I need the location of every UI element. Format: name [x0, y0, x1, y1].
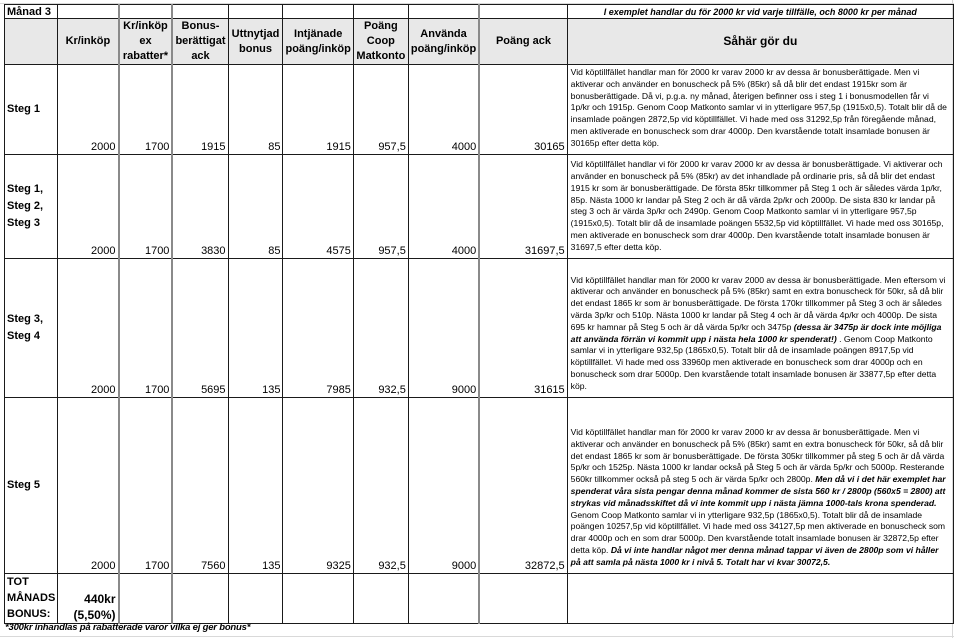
total-value[interactable]: 440kr (5,50%)	[58, 573, 119, 623]
uttnyttjad-bonus-cell[interactable]: 135	[228, 397, 283, 573]
footnote: *300kr inhandlas på rabatterade varor vilka ej ger bonus*	[5, 622, 251, 633]
description-text: Vid köptillfället handlar man för 2000 kr varav 2000 av dessa är bonusberättigade. Men eftersom vi aktiverar och använder en bonuscheck på 5% (85kr) samt en extra bonuscheck för 50kr, så då blir det endast 1865 kr som är bonusberättigade. De första 170kr tillkommer på Steg 3 och är således värda 3p/kr och 510p. Nästa 1000 kr landar på Steg 4 och är då värda 4p/kr och 4000p. De sista 695 kr hamnar på Steg 5 och är då värda 5p/kr och 3475p	[570, 274, 946, 332]
header-poang-ack[interactable]: Poäng ack	[479, 19, 567, 65]
emphasis-text: Men då vi i det här exemplet har spenderat våra sista pengar denna månad kommer de sista 560 kr / 2800p (560x5 = 2800) att strykas vid månadsskiftet då vi inte kommit upp i nästa jämna 1000-tals krona spenderad.	[570, 474, 946, 508]
cell[interactable]	[172, 5, 228, 19]
cell[interactable]	[408, 573, 479, 623]
table-row	[5, 397, 954, 573]
month-label[interactable]: Månad 3	[5, 5, 58, 19]
step-label[interactable]: Steg 3, Steg 4	[5, 258, 58, 397]
cell[interactable]	[172, 573, 228, 623]
cell[interactable]	[479, 5, 567, 19]
bonusberattigat-ack-cell[interactable]: 7560	[172, 397, 228, 573]
cell[interactable]	[119, 573, 173, 623]
kr-inkop-cell[interactable]: 2000	[58, 258, 119, 397]
anvanda-poang-cell[interactable]: 4000	[408, 65, 479, 155]
poang-ack-cell[interactable]: 31697,5	[479, 154, 567, 258]
kr-inkop-cell[interactable]: 2000	[58, 154, 119, 258]
total-row	[5, 573, 954, 623]
uttnyttjad-bonus-cell[interactable]: 85	[228, 65, 283, 155]
header-poang-coop-matkonto[interactable]: Poäng Coop Matkonto	[353, 19, 408, 65]
cell[interactable]	[119, 5, 173, 19]
intjanade-poang-cell[interactable]: 9325	[283, 397, 353, 573]
description-cell[interactable]	[567, 258, 953, 397]
uttnyttjad-bonus-cell[interactable]: 135	[228, 258, 283, 397]
table-row	[5, 65, 954, 155]
poang-coop-matkonto-cell[interactable]: 932,5	[353, 258, 408, 397]
cell[interactable]	[58, 5, 119, 19]
bonusberattigat-ack-cell[interactable]: 1915	[172, 65, 228, 155]
kr-inkop-ex-rabatter-cell[interactable]: 1700	[119, 65, 173, 155]
cell[interactable]	[228, 5, 283, 19]
anvanda-poang-cell[interactable]: 4000	[408, 154, 479, 258]
table-row	[5, 154, 954, 258]
header-intjanade-poang[interactable]: Intjänade poäng/inköp	[283, 19, 353, 65]
header-row	[5, 19, 954, 65]
uttnyttjad-bonus-cell[interactable]: 85	[228, 154, 283, 258]
poang-coop-matkonto-cell[interactable]: 957,5	[353, 65, 408, 155]
kr-inkop-ex-rabatter-cell[interactable]: 1700	[119, 258, 173, 397]
cell[interactable]	[353, 573, 408, 623]
bonusberattigat-ack-cell[interactable]: 3830	[172, 154, 228, 258]
intjanade-poang-cell[interactable]: 7985	[283, 258, 353, 397]
description-text: Vid köptillfället handlar man för 2000 kr varav 2000 kr av dessa är bonusberättigade. Men vi aktiverar och använder en bonuscheck på 5% (85kr) så då blir det endast 1915kr som är bonusberättigade. Då vi, p.g.a. ny månad, återigen befinner oss i steg 1 i bonusmodellen får vi 1p/kr och 1915p. Genom Coop Matkonto samlar vi in ytterligare 957,5p (1915x0,5). Totalt blir då de insamlade poängen 2872,5p vid köptillfället. Vi hade med oss 31292,5p från föregående månad, men aktiverade en bonuscheck som drar 4000p. Den kvarstående totalt insamlade bonusen är 30165p efter detta köp.	[570, 67, 947, 148]
poang-ack-cell[interactable]: 31615	[479, 258, 567, 397]
poang-ack-cell[interactable]: 32872,5	[479, 397, 567, 573]
kr-inkop-cell[interactable]: 2000	[58, 65, 119, 155]
kr-inkop-ex-rabatter-cell[interactable]: 1700	[119, 154, 173, 258]
cell[interactable]	[408, 5, 479, 19]
header-anvanda-poang[interactable]: Använda poäng/inköp	[408, 19, 479, 65]
cell[interactable]	[283, 5, 353, 19]
description-cell[interactable]	[567, 397, 953, 573]
cell[interactable]	[479, 573, 567, 623]
cell[interactable]	[228, 573, 283, 623]
emphasis-text: (dessa är 3475p är dock inte möjliga att använda förrän vi kommit upp i nästa hela 1000 kr spenderat!)	[570, 321, 942, 344]
header-uttnyttjad-bonus[interactable]: Uttnytjad bonus	[228, 19, 283, 65]
month-row	[5, 5, 954, 19]
example-note[interactable]: I exemplet handlar du för 2000 kr vid varje tillfälle, och 8000 kr per månad	[567, 5, 953, 19]
bonusberattigat-ack-cell[interactable]: 5695	[172, 258, 228, 397]
step-label[interactable]: Steg 1	[5, 65, 58, 155]
description-cell[interactable]	[567, 154, 953, 258]
cell[interactable]	[283, 573, 353, 623]
header-sahar-gor-du[interactable]: Såhär gör du	[567, 19, 953, 65]
intjanade-poang-cell[interactable]: 1915	[283, 65, 353, 155]
anvanda-poang-cell[interactable]: 9000	[408, 397, 479, 573]
bonus-table	[4, 4, 954, 624]
intjanade-poang-cell[interactable]: 4575	[283, 154, 353, 258]
cell[interactable]	[567, 573, 953, 623]
poang-coop-matkonto-cell[interactable]: 957,5	[353, 154, 408, 258]
description-text: Vid köptillfället handlar vi för 2000 kr varav 2000 kr av dessa är bonusberättigade. Vi aktiverar och använder en bonuscheck på 5% (85kr) av det inhandlade på ordinarie pris, så då blir det endast 1915 kr som är bonusberättigade. De första 85kr tillkommer på Steg 1 och är således värda 1p/kr, 85p. Nästa 1000 kr landar på Steg 2 och är då värda 2p/kr och 2000p. De sista 830 kr landar på steg 3 och är värda 3p/kr och 2490p. Genom Coop Matkonto samlar vi in ytterligare 957,5p (1915x0,5). Totalt blir då de insamlade poängen 5532,5p vid köptillfället. Vi hade med oss 30165p, men aktiverade en bonuscheck som drar 4000p. Den kvarstående totalt insamlade bonusen är 31697,5 efter detta köp.	[570, 159, 944, 252]
step-label[interactable]: Steg 5	[5, 397, 58, 573]
total-label[interactable]: TOT MÅNADS BONUS:	[5, 573, 58, 623]
description-text: Genom Coop Matkonto samlar vi in ytterligare 932,5p (1865x0,5). Totalt blir då de insamlade poängen 10257,5p vid köptillfället. Vi hade med oss 34127,5p men aktiverade en bonuscheck som drar 4000p och en som drar 5000p. Den kvarstående totalt insamlade bonusen är 32872,5p efter detta köp.	[570, 509, 946, 555]
description-text: Vid köptillfället handlar man för 2000 kr varav 2000 kr av dessa är bonusberättigade. Men vi aktiverar och använder en bonuscheck på 5% (85kr) samt en extra bonuscheck för 50kr, så då blir det endast 1865 kr som är bonusberättigade. De första 305kr tillkommer på steg 5 och är då värda 5p/kr och 1525p. Nästa 1000 kr landar också på Steg 5 och är värda 5p/kr och 5000p. Resterande 560kr tillkommer också på steg 5 och är värda 5p/kr och 2800p.	[570, 427, 945, 485]
poang-ack-cell[interactable]: 30165	[479, 65, 567, 155]
table-row	[5, 258, 954, 397]
step-label[interactable]: Steg 1, Steg 2, Steg 3	[5, 154, 58, 258]
kr-inkop-cell[interactable]: 2000	[58, 397, 119, 573]
header-kr-inkop[interactable]: Kr/inköp	[58, 19, 119, 65]
description-cell[interactable]	[567, 65, 953, 155]
description-text: . Genom Coop Matkonto samlar vi in ytterligare 932,5p (1865x0,5). Totalt blir då de insamlade poängen 8917,5p vid köptillfället. Vi hade med oss 33960p men aktiverade en bonuscheck som drar 4000p och en bonuscheck som drar 5000p. Den kvarstående totalt insamlade bonusen är 33877,5p efter detta köp.	[570, 333, 937, 391]
header-blank[interactable]	[5, 19, 58, 65]
emphasis-text: Då vi inte handlar något mer denna månad tappar vi även de 2800p som vi håller på att samla på nästa 1000 kr i nivå 5. Totalt har vi kvar 30072,5.	[570, 544, 939, 567]
kr-inkop-ex-rabatter-cell[interactable]: 1700	[119, 397, 173, 573]
poang-coop-matkonto-cell[interactable]: 932,5	[353, 397, 408, 573]
header-bonusberattigat-ack[interactable]: Bonus-berättigat ack	[172, 19, 228, 65]
header-kr-inkop-ex-rabatter[interactable]: Kr/inköp ex rabatter*	[119, 19, 173, 65]
cell[interactable]	[353, 5, 408, 19]
anvanda-poang-cell[interactable]: 9000	[408, 258, 479, 397]
